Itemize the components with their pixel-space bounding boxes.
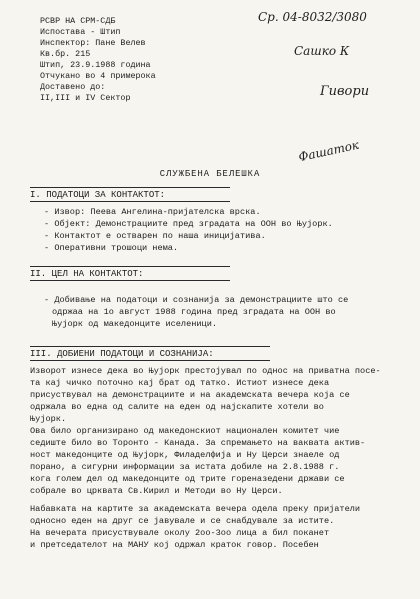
section-rule — [30, 360, 270, 361]
text-line: Изворот изнесе дека во Њујорк престојувал по однос на приватна посе- — [30, 366, 381, 376]
text-line: одржаа на 1о август 1988 година пред зградата на ООН во — [52, 307, 336, 317]
section-rule — [30, 346, 270, 347]
text-line: порано, а сигурни информации за истата добиле на 2.8.1988 г. — [30, 462, 340, 472]
text-line: односно еден на друг се јавувале и се снабдувале за истите. — [30, 516, 335, 526]
header-line: Инспектор: Пане Велев — [40, 38, 146, 48]
text-line: Њујорк од македонците иселеници. — [52, 319, 218, 329]
handwritten-note: Гивори — [320, 84, 370, 99]
text-line: Набавката на картите за академската вечера одела преку пријатели — [30, 504, 361, 514]
section-heading: II. ЦЕЛ НА КОНТАКТОТ: — [30, 269, 144, 279]
section-rule — [30, 201, 230, 202]
header-line: РСВР НА СРМ-СДБ — [40, 16, 116, 26]
text-line: и претседателот на МАНУ кој одржал краток говор. Посебен — [30, 540, 319, 550]
text-line: одржала во една од салите на еден од најскапите хотели во — [30, 402, 324, 412]
section-heading: III. ДОБИЕНИ ПОДАТОЦИ И СОЗНАНИЈА: — [30, 349, 214, 359]
text-line: присуствувал на демонстрациите и на академската вечера која се — [30, 390, 350, 400]
text-line: кога голем дел од македонците од трите гореназедени држави се — [30, 474, 345, 484]
list-item: - Оперативни трошоци нема. — [44, 243, 179, 253]
text-line: ност македонците од Њујорк, Филаделфија и Ну Церси знаеле од — [30, 450, 340, 460]
header-line: Доставено до: — [40, 82, 106, 92]
section-heading: I. ПОДАТОЦИ ЗА КОНТАКТОТ: — [30, 190, 166, 200]
list-item: - Извор: Пеева Ангелина-пријателска врска. — [44, 207, 261, 217]
handwritten-note: Фашаток — [297, 137, 361, 165]
text-line: - Добивање на податоци и сознанија за демонстрациите што се — [44, 295, 349, 305]
text-line: Ова било организирано од македонскиот национален комитет чие — [30, 426, 340, 436]
text-line: седиште било во Торонто - Канада. За спремањето на ваквата актив- — [30, 438, 366, 448]
text-line: На вечерата присуствувале околу 2оо-3оо лица а бил поканет — [30, 528, 330, 538]
section-rule — [30, 280, 230, 281]
header-line: Испостава - Штип — [40, 27, 121, 37]
list-item: - Контактот е остварен по наша иницијатива. — [44, 231, 266, 241]
section-rule — [30, 266, 230, 267]
handwritten-note: Сашко К — [294, 44, 350, 58]
list-item: - Објект: Демонстрациите пред зградата на ООН во Њујорк. — [44, 219, 333, 229]
header-line: Кв.бр. 215 — [40, 49, 91, 59]
document-title: СЛУЖБЕНА БЕЛЕШКА — [159, 169, 261, 179]
section-rule — [30, 187, 230, 188]
text-line: собрале во црквата Св.Кирил и Методи во Ну Церси. — [30, 486, 283, 496]
header-line: Штип, 23.9.1988 година — [40, 60, 151, 70]
header-line: Отчукано во 4 примерока — [40, 71, 156, 81]
handwritten-reference: Ср. 04-8032/3080 — [258, 10, 367, 24]
header-line: II,III и IV Сектор — [40, 93, 131, 103]
text-line: та кај чичко поточно кај брат од татко. Истиот изнесе дека — [30, 378, 330, 388]
text-line: Њујорк. — [30, 414, 67, 424]
